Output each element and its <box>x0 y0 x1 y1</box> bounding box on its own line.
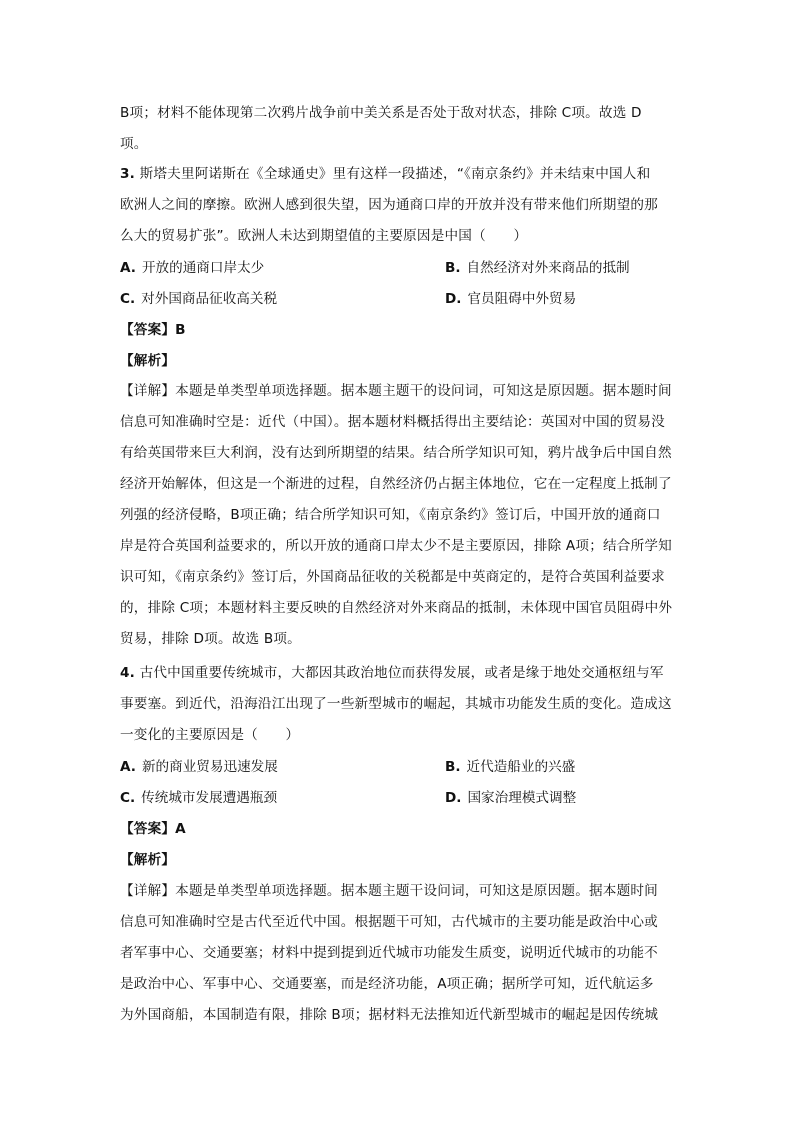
q3-detail-line-4: 经济开始解体，但这是一个渐进的过程，自然经济仍占据主体地位，它在一定程度上抵制了 <box>120 476 672 492</box>
q4-option-c-key: C. <box>120 790 136 806</box>
q3-option-d-key: D. <box>445 291 462 307</box>
prev-analysis-line-2: 项。 <box>120 136 148 152</box>
q4-answer: 【答案】A <box>120 821 186 837</box>
q4-number: 4. <box>120 665 136 681</box>
q3-option-a <box>120 258 264 278</box>
q3-answer: 【答案】B <box>120 322 186 338</box>
q4-detail-line-5: 为外国商船，本国制造有限，排除 B项；据材料无法推知近代新型城市的崛起是因传统城 <box>120 1007 659 1023</box>
q4-analysis-label: 【解析】 <box>120 852 176 868</box>
q4-detail-line-3: 者军事中心、交通要塞；材料中提到提到近代城市功能发生质变，说明近代城市的功能不 <box>120 945 658 961</box>
q3-number: 3. <box>120 166 136 182</box>
q3-option-b-text: 自然经济对外来商品的抵制 <box>466 260 630 276</box>
q4-stem-line-2: 事要塞。到近代，沿海沿江出现了一些新型城市的崛起，其城市功能发生质的变化。造成这 <box>120 696 672 712</box>
q3-option-c-text: 对外国商品征收高关税 <box>141 291 278 307</box>
q3-option-b <box>445 258 630 278</box>
q3-option-d <box>445 289 576 309</box>
q4-option-a-text: 新的商业贸易迅速发展 <box>141 759 278 775</box>
q4-option-a <box>120 757 278 777</box>
q4-stem-line-3: 一变化的主要原因是（ ） <box>120 727 300 743</box>
q3-detail-line-9: 贸易，排除 D项。故选 B项。 <box>120 631 301 647</box>
q4-option-b <box>445 757 575 777</box>
q3-detail-line-2: 信息可知准确时空是：近代（中国）。据本题材料概括得出主要结论：英国对中国的贸易没 <box>120 414 665 430</box>
q3-option-a-text: 开放的通商口岸太少 <box>141 260 265 276</box>
q3-detail-line-7: 识可知，《南京条约》签订后，外国商品征收的关税都是中英商定的，是符合英国利益要求 <box>120 569 665 585</box>
q3-detail-line-1: 【详解】本题是单类型单项选择题。据本题主题干的设问词，可知这是原因题。据本题时间 <box>120 383 672 399</box>
q3-option-b-key: B. <box>445 260 461 276</box>
q3-option-a-key: A. <box>120 260 136 276</box>
q3-option-c-key: C. <box>120 291 136 307</box>
q3-stem-line-1 <box>120 164 650 184</box>
q4-option-d-text: 国家治理模式调整 <box>467 790 577 806</box>
q3-stem-text-1: 斯塔夫里阿诺斯在《全球通史》里有这样一段描述，“《南京条约》并未结束中国人和 <box>139 166 651 182</box>
q4-stem-text-1: 古代中国重要传统城市，大都因其政治地位而获得发展，或者是缘于地处交通枢纽与军 <box>139 665 664 681</box>
q4-detail-line-4: 是政治中心、军事中心、交通要塞，而是经济功能，A项正确；据所学可知，近代航运多 <box>120 976 654 992</box>
q3-detail-line-8: 的，排除 C项；本题材料主要反映的自然经济对外来商品的抵制，未体现中国官员阻碍中外 <box>120 600 673 616</box>
q4-option-b-key: B. <box>445 759 461 775</box>
q3-stem-line-2: 欧洲人之间的摩擦。欧洲人感到很失望，因为通商口岸的开放并没有带来他们所期望的那 <box>120 197 658 213</box>
q4-detail-line-1: 【详解】本题是单类型单项选择题。据本题主题干设问词，可知这是原因题。据本题时间 <box>120 883 658 899</box>
q3-stem-line-3: 么大的贸易扩张”。欧洲人未达到期望值的主要原因是中国（ ） <box>120 228 528 244</box>
q4-option-d-key: D. <box>445 790 462 806</box>
q4-option-a-key: A. <box>120 759 136 775</box>
q3-option-d-text: 官员阻碍中外贸易 <box>467 291 577 307</box>
q4-stem-line-1 <box>120 663 664 683</box>
q4-option-d <box>445 788 576 808</box>
q3-analysis-label: 【解析】 <box>120 353 176 369</box>
q3-detail-line-6: 岸是符合英国利益要求的，所以开放的通商口岸太少不是主要原因，排除 A项；结合所学知 <box>120 538 672 554</box>
q3-option-c <box>120 289 277 309</box>
prev-analysis-line-1: B项；材料不能体现第二次鸦片战争前中美关系是否处于敌对状态，排除 C项。故选 D <box>120 105 642 121</box>
q4-option-c-text: 传统城市发展遭遇瓶颈 <box>141 790 278 806</box>
q4-option-c <box>120 788 277 808</box>
q3-detail-line-5: 列强的经济侵略，B项正确；结合所学知识可知，《南京条约》签订后，中国开放的通商口 <box>120 507 661 523</box>
q3-detail-line-3: 有给英国带来巨大利润，没有达到所期望的结果。结合所学知识可知，鸦片战争后中国自然 <box>120 445 672 461</box>
q4-option-b-text: 近代造船业的兴盛 <box>466 759 576 775</box>
q4-detail-line-2: 信息可知准确时空是古代至近代中国。根据题干可知，古代城市的主要功能是政治中心或 <box>120 914 658 930</box>
